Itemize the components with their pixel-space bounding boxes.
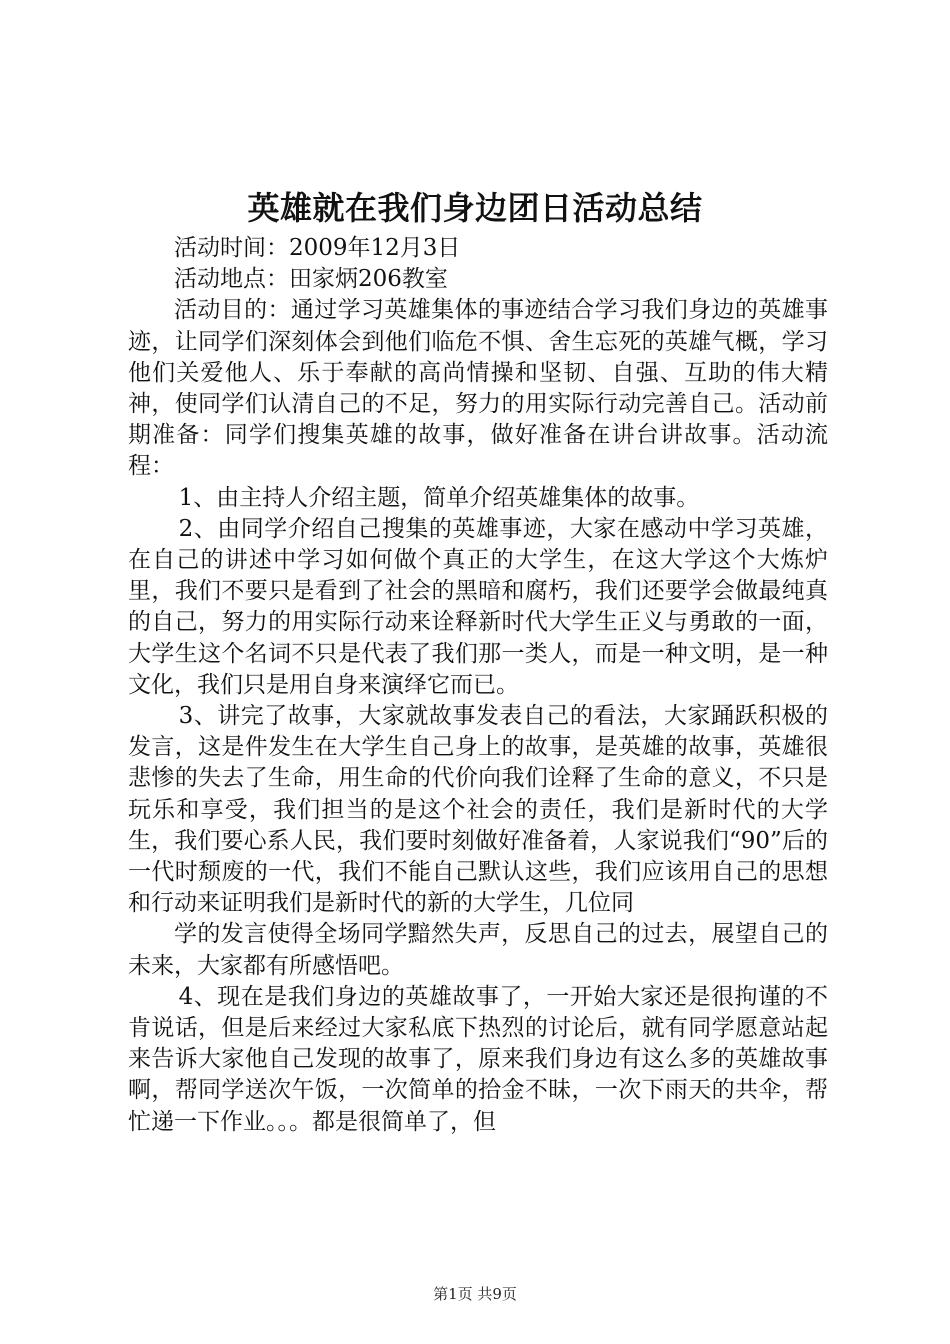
document-body [128,233,828,1138]
process-step-1: 1、由主持人介绍主题，简单介绍英雄集体的故事。 [178,484,700,511]
activity-purpose: 活动目的：通过学习英雄集体的事迹结合学习我们身边的英雄事迹，让同学们深刻体会到他们临危不惧、舍生忘死的英雄气概，学习他们关爱他人、乐于奉献的高尚情操和坚韧、自强、互助的伟大精神，使同学们认清自己的不足，努力的用实际行动完善自己。活动前期准备：同学们搜集英雄的故事，做好准备在讲台讲故事。活动流程： [128,297,828,480]
document-title: 英雄就在我们身边团日活动总结 [247,189,703,227]
process-step-2: 2、由同学介绍自己搜集的英雄事迹，大家在感动中学习英雄，在自己的讲述中学习如何做个真正的大学生，在这大学这个大炼炉里，我们不要只是看到了社会的黑暗和腐朽，我们还要学会做最纯真的自己，努力的用实际行动来诠释新时代大学生正义与勇敢的一面，大学生这个名词不只是代表了我们那一类人，而是一种文明，是一种文化，我们只是用自身来演绎它而已。 [128,515,828,698]
process-step-4: 4、现在是我们身边的英雄故事了，一开始大家还是很拘谨的不肯说话，但是后来经过大家私底下热烈的讨论后，就有同学愿意站起来告诉大家他自己发现的故事了，原来我们身边有这么多的英雄故事啊，帮同学送次午饭，一次简单的拾金不昧，一次下雨天的共伞，帮忙递一下作业。。。都是很简单了，但 [128,983,828,1135]
process-step-3: 3、讲完了故事，大家就故事发表自己的看法，大家踊跃积极的发言，这是件发生在大学生自己身上的故事，是英雄的故事，英雄很悲惨的失去了生命，用生命的代价向我们诠释了生命的意义，不只是玩乐和享受，我们担当的是这个社会的责任，我们是新时代的大学生，我们要心系人民，我们要时刻做好准备着，人家说我们“90”后的一代时颓废的一代，我们不能自己默认这些，我们应该用自己的思想和行动来证明我们是新时代的新的大学生，几位同 [128,703,828,917]
activity-time: 活动时间：2009年12月3日 [174,235,461,261]
activity-location: 活动地点：田家炳206教室 [174,266,448,293]
process-step-3-continued: 学的发言使得全场同学黯然失声，反思自己的过去，展望自己的未来，大家都有所感悟吧。 [128,921,828,979]
page-footer: 第1页 共9页 [433,1285,517,1303]
